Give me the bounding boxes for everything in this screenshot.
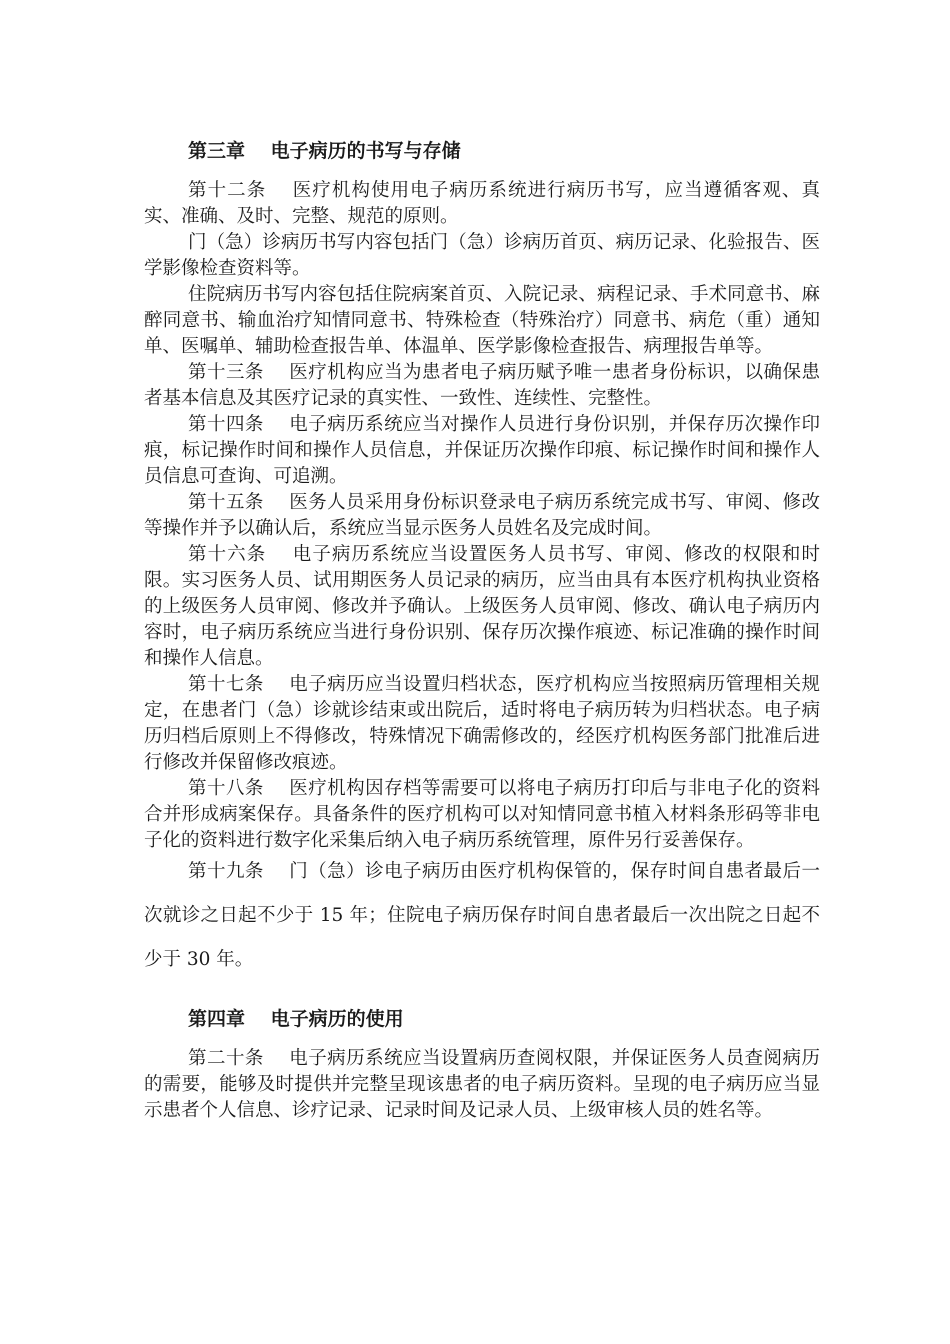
article-text: 电子病历系统应当对操作人员进行身份识别，并保存历次操作印痕，标记操作时间和操作人员信息，并保证历次操作印痕、标记操作时间和操作人员信息可查询、可追溯。 [144, 414, 820, 487]
article-text: 医务人员采用身份标识登录电子病历系统完成书写、审阅、修改等操作并予以确认后，系统应当显示医务人员姓名及完成时间。 [144, 492, 820, 539]
article-text: 门（急）诊电子病历由医疗机构保管的，保存时间自患者最后一次就诊之日起不少于 15 年；住院电子病历保存时间自患者最后一次出院之日起不少于 30 年。 [144, 861, 820, 970]
article-text: 电子病历应当设置归档状态，医疗机构应当按照病历管理相关规定，在患者门（急）诊就诊结束或出院后，适时将电子病历转为归档状态。电子病历归档后原则上不得修改，特殊情况下确需修改的，经医疗机构医务部门批准后进行修改并保留修改痕迹。 [144, 674, 820, 773]
article-14 [144, 412, 820, 490]
article-text: 电子病历系统应当设置病历查阅权限，并保证医务人员查阅病历的需要，能够及时提供并完整呈现该患者的电子病历资料。呈现的电子病历应当显示患者个人信息、诊疗记录、记录时间及记录人员、上级审核人员的姓名等。 [144, 1048, 820, 1121]
article-12-inpatient [144, 282, 820, 360]
article-number: 第十六条 [188, 544, 293, 565]
chapter-3-heading: 第三章 电子病历的书写与存储 [188, 140, 461, 162]
article-text: 电子病历系统应当设置医务人员书写、审阅、修改的权限和时限。实习医务人员、试用期医务人员记录的病历，应当由具有本医疗机构执业资格的上级医务人员审阅、修改并予确认。上级医务人员审阅、修改、确认电子病历内容时，电子病历系统应当进行身份识别、保存历次操作痕迹、标记准确的操作时间和操作人信息。 [144, 544, 820, 669]
article-text: 门（急）诊病历书写内容包括门（急）诊病历首页、病历记录、化验报告、医学影像检查资料等。 [144, 232, 820, 279]
article-number: 第二十条 [188, 1048, 290, 1069]
article-18 [144, 776, 820, 854]
article-12-outpatient [144, 230, 820, 282]
article-16 [144, 542, 820, 672]
chapter-4-heading: 第四章 电子病历的使用 [188, 1008, 404, 1030]
article-number: 第十八条 [188, 778, 290, 799]
article-text: 医疗机构应当为患者电子病历赋予唯一患者身份标识，以确保患者基本信息及其医疗记录的真实性、一致性、连续性、完整性。 [144, 362, 820, 409]
article-number: 第十三条 [188, 362, 290, 383]
document-body [144, 138, 820, 1124]
article-text: 医疗机构使用电子病历系统进行病历书写，应当遵循客观、真实、准确、及时、完整、规范的原则。 [144, 180, 820, 227]
article-12 [144, 178, 820, 230]
article-text: 住院病历书写内容包括住院病案首页、入院记录、病程记录、手术同意书、麻醉同意书、输血治疗知情同意书、特殊检查（特殊治疗）同意书、病危（重）通知单、医嘱单、辅助检查报告单、体温单、医学影像检查报告、病理报告单等。 [144, 284, 820, 357]
article-15 [144, 490, 820, 542]
article-17 [144, 672, 820, 776]
article-number: 第十五条 [188, 492, 290, 513]
article-text: 医疗机构因存档等需要可以将电子病历打印后与非电子化的资料合并形成病案保存。具备条件的医疗机构可以对知情同意书植入材料条形码等非电子化的资料进行数字化采集后纳入电子病历系统管理，原件另行妥善保存。 [144, 778, 820, 851]
article-number: 第十九条 [188, 861, 290, 882]
article-13 [144, 360, 820, 412]
article-19 [144, 850, 820, 982]
article-number: 第十七条 [188, 674, 290, 695]
article-number: 第十二条 [188, 180, 293, 201]
article-number: 第十四条 [188, 414, 290, 435]
article-20 [144, 1046, 820, 1124]
